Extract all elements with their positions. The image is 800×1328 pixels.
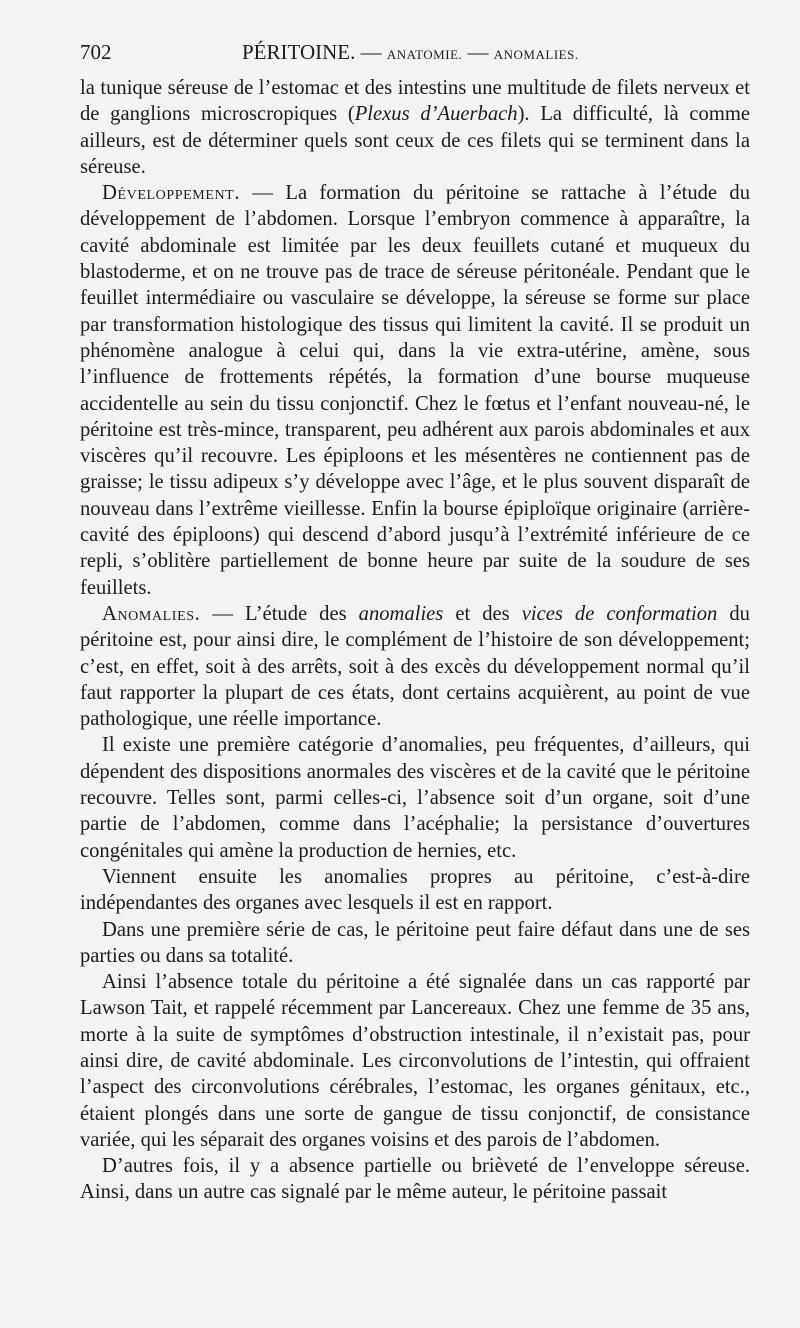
running-title-subsection: ANOMALIES. (493, 47, 579, 62)
text-run: la tunique séreuse de l’estomac et des intestins une multitude de filets nerveux et de ganglions microscropiques ( (80, 77, 750, 126)
italic-term: anomalies (358, 602, 444, 625)
running-title (242, 40, 579, 65)
running-header (80, 40, 750, 70)
paragraph: Il existe une première catégorie d’anomalies, peu fréquentes, d’ailleurs, qui dépendent des dispositions anormales des viscères et de la cavité que le péritoine recouvre. Telles sont, parmi celles-ci, l’absence soit d’un organe, soit d’une partie de l’abdomen, comme dans l’acéphalie; la persistance d’ouvertures congénitales qui amène la production de hernies, etc. (80, 734, 750, 862)
running-title-main: PÉRITOINE. (242, 40, 356, 64)
italic-term: Plexus d’Auerbach (354, 103, 518, 126)
section-heading: Anomalies. (102, 602, 201, 625)
paragraph-developpement (80, 180, 750, 601)
paragraph: Viennent ensuite les anomalies propres au péritoine, c’est-à-dire indépendantes des organes avec lesquels il est en rapport. (80, 865, 750, 915)
running-title-separator: — (355, 40, 387, 64)
running-title-separator: — (462, 40, 494, 64)
italic-term: vices de conformation (521, 602, 718, 625)
paragraph: Dans une première série de cas, le péritoine peut faire défaut dans une de ses parties ou dans sa totalité. (80, 918, 750, 967)
paragraph-anomalies (80, 601, 750, 732)
running-title-section: ANATOMIE. (386, 47, 463, 62)
text-run: du péritoine est, pour ainsi dire, le complément de l’histoire de son développement; c’est, en effet, soit à des arrêts, soit à des excès du développement normal qu’il faut rapporter la plupart de ces états, dont certains acquièrent, au point de vue pathologique, une réelle importance. (80, 602, 750, 731)
paragraph-continuation (80, 75, 750, 180)
page-number: 702 (80, 40, 112, 64)
text-run: — La formation du péritoine se rattache à l’étude du développement de l’abdomen. Lorsque l’embryon commence à apparaître, la cavité abdominale est limitée par les deux feuillets cutané et muqueux du blastoderme, et on ne trouve pas de trace de séreuse péritonéale. Pendant que le feuillet intermédiaire ou vasculaire se développe, la séreuse se forme sur place par transformation histologique des tissus qui limitent la cavité. Il se produit un phénomène analogue à celui qui, dans la vie extra-utérine, amène, sous l’influence de frottements répétés, la formation d’une bourse muqueuse accidentelle au sein du tissu conjonctif. Chez le fœtus et l’enfant nouveau-né, le péritoine est très-mince, transparent, peu adhérent aux parois abdominales et aux viscères qu’il recouvre. Les épiploons et les mésentères ne contiennent pas de graisse; le tissu adipeux s’y développe avec l’âge, et le plus souvent disparaît de nouveau dans l’extrême vieillesse. Enfin la bourse épiploïque originaire (arrière-cavité des épiploons) qui descend d’abord jusqu’à l’extrémité inférieure de ce repli, s’oblitère partiellement de bonne heure par suite de la soudure de ses feuillets. (80, 182, 750, 599)
text-run: et des (443, 602, 522, 625)
paragraph: D’autres fois, il y a absence partielle ou brièveté de l’enveloppe séreuse. Ainsi, dans un autre cas signalé par le même auteur, le péritoine passait (80, 1155, 750, 1204)
paragraph: Ainsi l’absence totale du péritoine a été signalée dans un cas rapporté par Lawson Tait, et rappelé récemment par Lancereaux. Chez une femme de 35 ans, morte à la suite de symptômes d’obstruction intestinale, il n’existait pas, pour ainsi dire, de cavité abdominale. Les circonvolutions de l’intestin, qui offraient l’aspect des circonvolutions cérébrales, l’estomac, les organes génitaux, etc., étaient plongés dans une sorte de gangue de tissu conjonctif, de consistance variée, qui les séparait des organes voisins et des parois de l’abdomen. (80, 971, 750, 1151)
text-run: — L’étude des (200, 602, 359, 625)
body-text (80, 75, 750, 1206)
section-heading: Développement. (102, 182, 241, 205)
text-run: ). La difficulté, là comme ailleurs, est de déterminer quels sont ceux de ces filets qui se terminent dans la séreuse. (80, 103, 750, 178)
